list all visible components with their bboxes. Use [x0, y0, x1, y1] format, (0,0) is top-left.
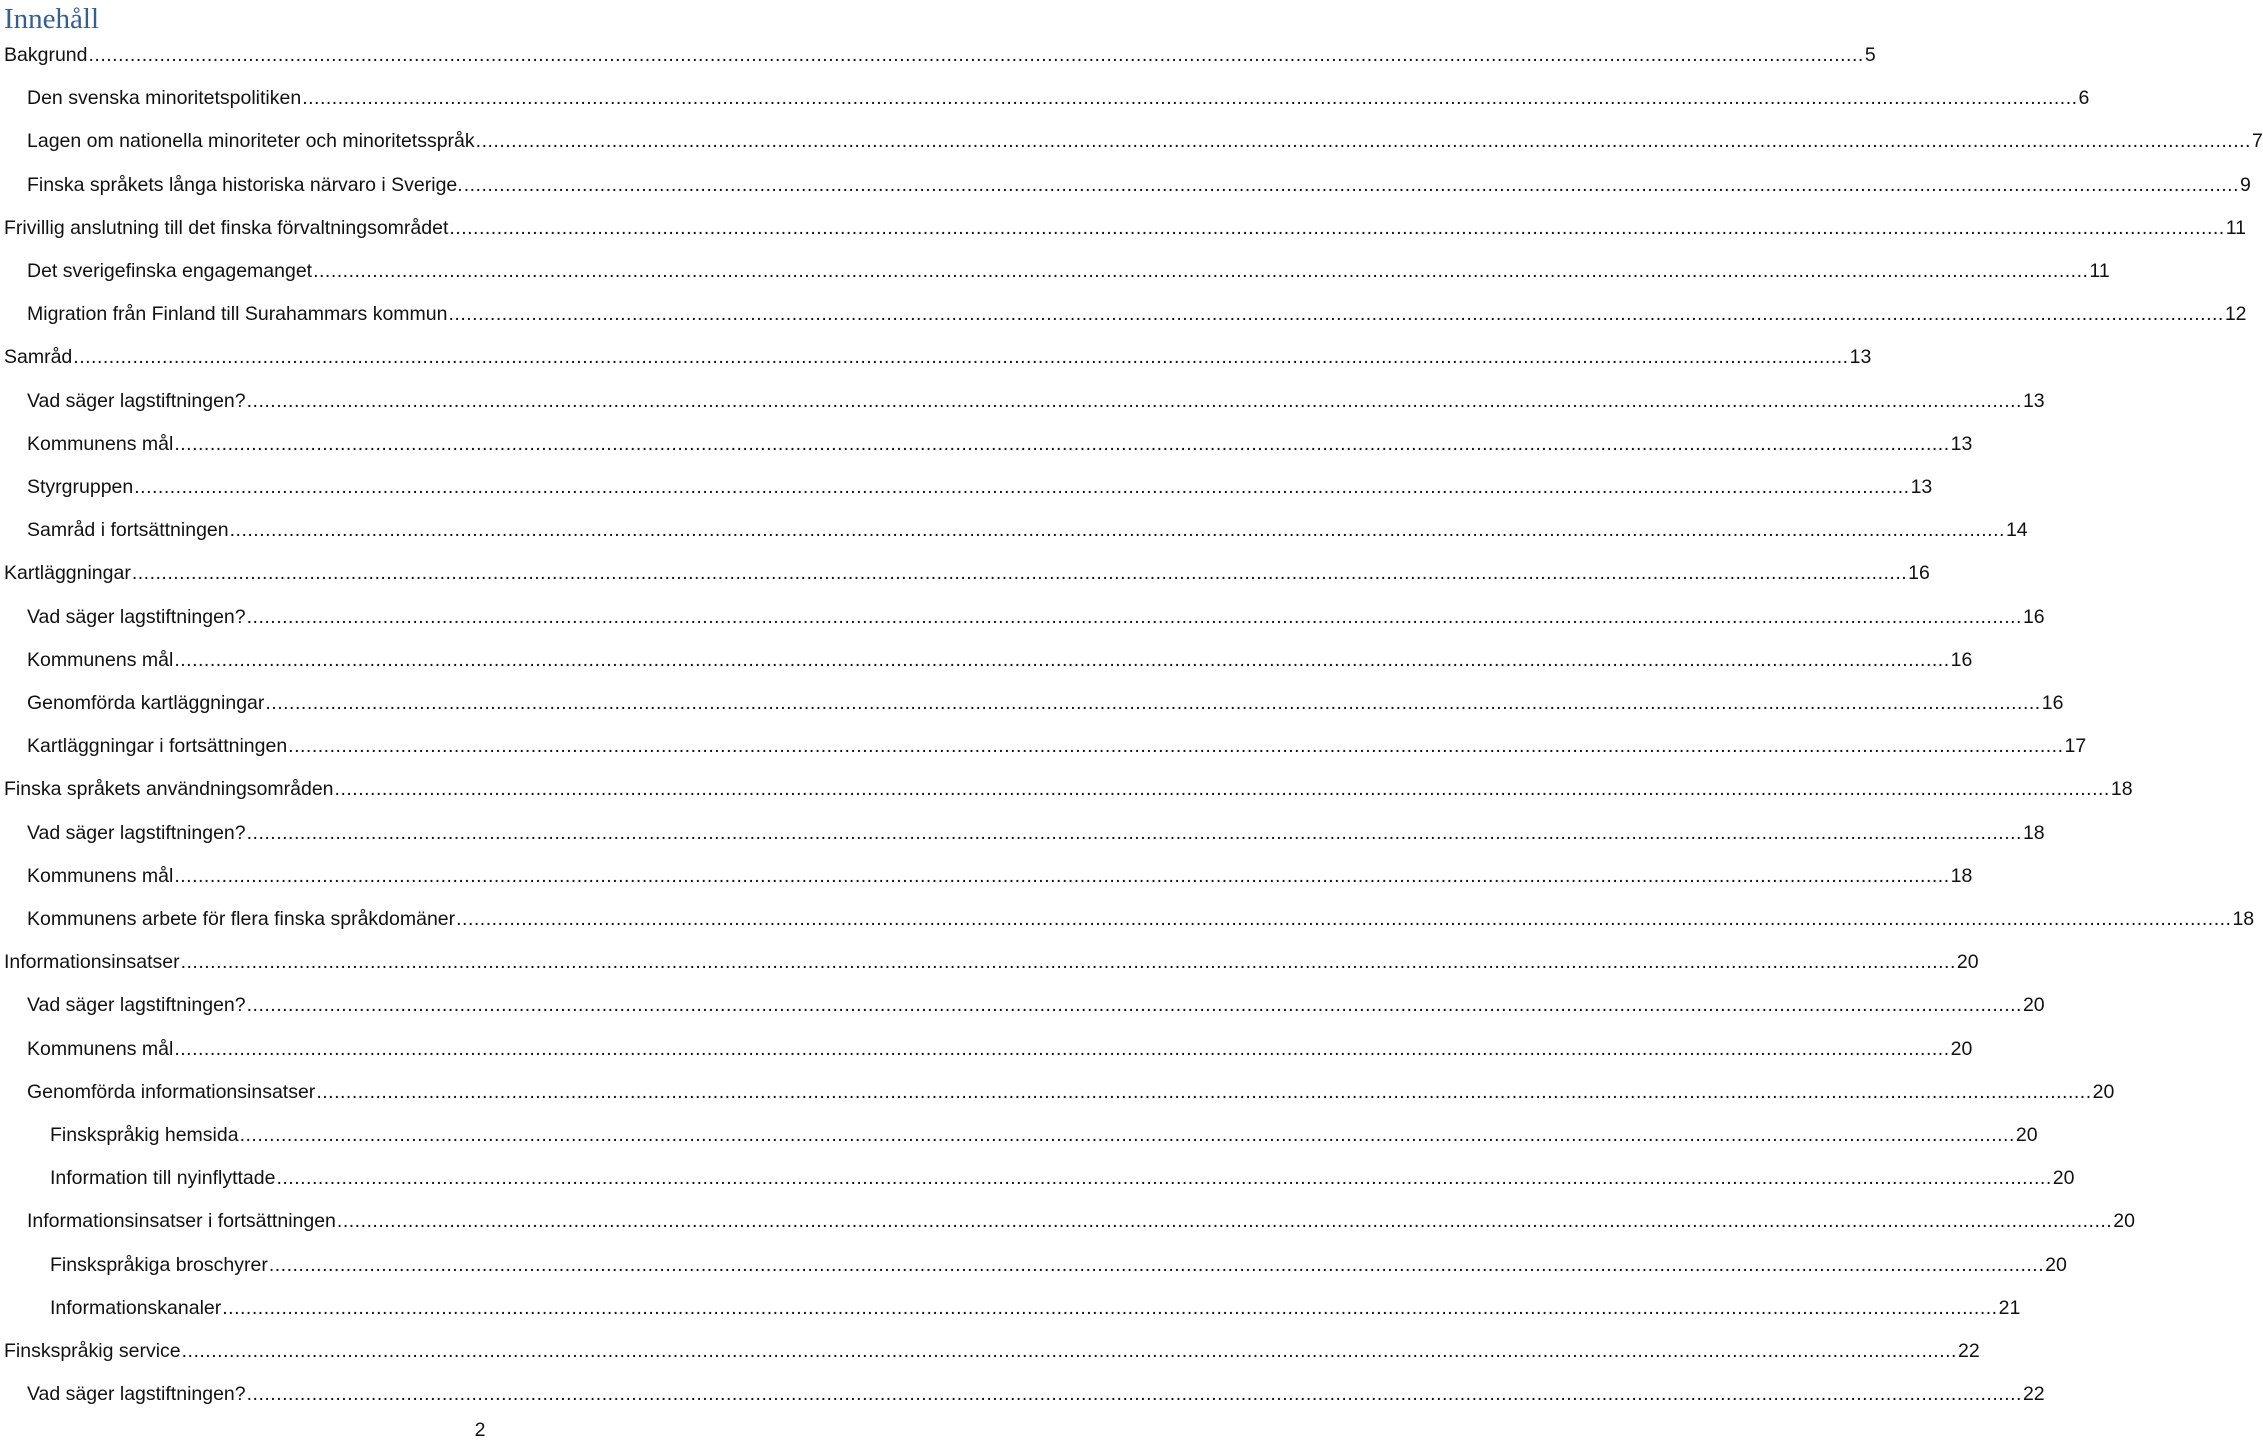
toc-dot-leader: ............................................................................................................................................................................................................................................................................................................ — [174, 432, 1950, 455]
toc-entry-title: Finskspråkig hemsida — [50, 1124, 239, 1146]
toc-entry-page: 13 — [1950, 432, 1973, 455]
toc-entry-title: Kartläggningar i fortsättningen — [27, 735, 288, 758]
toc-entry[interactable] — [4, 775, 2133, 803]
toc-entry-page: 13 — [1849, 346, 1872, 369]
toc-dot-leader: ............................................................................................................................................................................................................................................................................................................ — [229, 519, 2005, 542]
toc-dot-leader: ............................................................................................................................................................................................................................................................................................................ — [222, 1296, 1998, 1319]
toc-entry-title: Kommunens mål — [27, 648, 174, 671]
toc-entry-title: Styrgruppen — [27, 476, 134, 498]
toc-entry[interactable] — [4, 559, 1930, 587]
toc-dot-leader: ............................................................................................................................................................................................................................................................................................................ — [302, 87, 2078, 110]
toc-entry[interactable] — [27, 862, 1973, 890]
toc-entry-title: Vad säger lagstiftningen? — [27, 389, 246, 412]
toc-dot-leader: ............................................................................................................................................................................................................................................................................................................ — [246, 605, 2022, 628]
toc-entry[interactable] — [4, 343, 1872, 371]
toc-dot-leader: ............................................................................................................................................................................................................................................................................................................ — [134, 476, 1910, 498]
toc-dot-leader: ............................................................................................................................................................................................................................................................................................................ — [313, 260, 2089, 282]
toc-entry-title: Genomförda informationsinsatser — [27, 1080, 316, 1103]
toc-entry-page: 20 — [2092, 1080, 2115, 1103]
toc-entry-title: Kartläggningar — [4, 562, 131, 585]
toc-dot-leader: ............................................................................................................................................................................................................................................................................................................ — [246, 1383, 2022, 1406]
toc-entry[interactable] — [27, 516, 2028, 544]
toc-entry-page: 20 — [2015, 1124, 2038, 1146]
toc-entry[interactable] — [50, 1251, 2067, 1279]
toc-dot-leader: ............................................................................................................................................................................................................................................................................................................ — [181, 1340, 1957, 1362]
toc-entry-page: 16 — [1950, 648, 1973, 671]
toc-entry-page: 7 — [2251, 130, 2263, 153]
toc-entry[interactable] — [27, 646, 1973, 674]
toc-entry-title: Vad säger lagstiftningen? — [27, 821, 246, 844]
toc-dot-leader: ............................................................................................................................................................................................................................................................................................................ — [268, 1253, 2045, 1276]
toc-entry-title: Finskspråkig service — [4, 1340, 181, 1362]
toc-entry-page: 9 — [2240, 173, 2251, 196]
toc-entry-title: Kommunens mål — [27, 864, 174, 887]
toc-entry-page: 13 — [2022, 389, 2045, 412]
toc-entry[interactable] — [27, 991, 2045, 1019]
toc-entry[interactable] — [4, 948, 1979, 976]
toc-entry-page: 16 — [1908, 562, 1930, 585]
toc-dot-leader: ............................................................................................................................................................................................................................................................................................................ — [131, 562, 1908, 585]
toc-entry-page: 12 — [2224, 303, 2247, 326]
toc-entry-page: 20 — [2052, 1167, 2075, 1190]
toc-entry-title: Informationsinsatser — [4, 951, 180, 974]
toc-entry-title: Kommunens arbete för flera finska språkdomäner — [27, 908, 456, 930]
toc-entry-page: 18 — [2110, 778, 2133, 801]
toc-entry-title: Vad säger lagstiftningen? — [27, 1383, 246, 1406]
toc-dot-leader: ............................................................................................................................................................................................................................................................................................................ — [475, 130, 2251, 153]
toc-dot-leader: ............................................................................................................................................................................................................................................................................................................ — [239, 1124, 2015, 1146]
toc-dot-leader: ............................................................................................................................................................................................................................................................................................................ — [246, 994, 2022, 1017]
toc-entry[interactable] — [27, 1035, 1973, 1063]
toc-entry-page: 11 — [2089, 260, 2110, 282]
toc-dot-leader: ............................................................................................................................................................................................................................................................................................................ — [336, 1210, 2113, 1233]
toc-entry-title: Frivillig anslutning till det finska förvaltningsområdet — [4, 216, 449, 239]
toc-entry[interactable] — [27, 84, 2090, 112]
toc-heading: Innehåll — [4, 3, 100, 35]
toc-entry-page: 5 — [1864, 44, 1876, 66]
toc-entry-title: Vad säger lagstiftningen? — [27, 994, 246, 1017]
toc-entry[interactable] — [27, 689, 2064, 717]
toc-entry[interactable] — [50, 1294, 2021, 1322]
toc-entry-page: 20 — [2045, 1253, 2067, 1276]
toc-dot-leader: ............................................................................................................................................................................................................................................................................................................ — [448, 303, 2224, 326]
toc-dot-leader: ............................................................................................................................................................................................................................................................................................................ — [449, 216, 2225, 239]
toc-entry-page: 20 — [2022, 994, 2045, 1017]
toc-dot-leader: ............................................................................................................................................................................................................................................................................................................ — [316, 1080, 2092, 1103]
toc-entry-title: Kommunens mål — [27, 432, 174, 455]
toc-dot-leader: ............................................................................................................................................................................................................................................................................................................ — [456, 908, 2232, 930]
toc-dot-leader: ............................................................................................................................................................................................................................................................................................................ — [180, 951, 1956, 974]
toc-entry[interactable] — [27, 127, 2263, 155]
toc-dot-leader: ............................................................................................................................................................................................................................................................................................................ — [174, 864, 1950, 887]
toc-entry-title: Finskspråkiga broschyrer — [50, 1253, 268, 1276]
page-number: 2 — [474, 1419, 486, 1441]
toc-entry-page: 20 — [2113, 1210, 2135, 1233]
toc-entry-page: 20 — [1956, 951, 1979, 974]
toc-entry[interactable] — [50, 1164, 2075, 1192]
toc-entry-title: Information till nyinflyttade — [50, 1167, 276, 1190]
toc-entry-page: 17 — [2064, 735, 2087, 758]
toc-entry-title: Migration från Finland till Surahammars kommun — [27, 303, 448, 326]
toc-dot-leader: ............................................................................................................................................................................................................................................................................................................ — [174, 1037, 1950, 1060]
toc-entry[interactable] — [27, 819, 2045, 847]
toc-entry-page: 14 — [2005, 519, 2028, 542]
toc-dot-leader: ............................................................................................................................................................................................................................................................................................................ — [73, 346, 1849, 369]
toc-entry[interactable] — [27, 603, 2045, 631]
toc-dot-leader: ............................................................................................................................................................................................................................................................................................................ — [463, 173, 2240, 196]
toc-dot-leader: ............................................................................................................................................................................................................................................................................................................ — [334, 778, 2110, 801]
toc-dot-leader: ............................................................................................................................................................................................................................................................................................................ — [288, 735, 2064, 758]
toc-entry-page: 18 — [1950, 864, 1973, 887]
toc-dot-leader: ............................................................................................................................................................................................................................................................................................................ — [265, 692, 2041, 714]
toc-entry-title: Genomförda kartläggningar — [27, 692, 265, 714]
toc-entry-page: 16 — [2041, 692, 2064, 714]
toc-entry-page: 22 — [2022, 1383, 2045, 1406]
toc-entry[interactable] — [27, 1078, 2115, 1106]
toc-entry-title: Den svenska minoritetspolitiken — [27, 87, 302, 110]
toc-entry[interactable] — [27, 387, 2045, 415]
toc-entry-title: Samråd i fortsättningen — [27, 519, 229, 542]
toc-dot-leader: ............................................................................................................................................................................................................................................................................................................ — [246, 821, 2022, 844]
toc-entry-title: Vad säger lagstiftningen? — [27, 605, 246, 628]
toc-entry[interactable] — [27, 430, 1973, 458]
toc-dot-leader: ............................................................................................................................................................................................................................................................................................................ — [276, 1167, 2052, 1190]
toc-entry-title: Lagen om nationella minoriteter och minoritetsspråk — [27, 130, 475, 153]
toc-entry-page: 13 — [1910, 476, 1933, 498]
toc-entry[interactable] — [27, 905, 2255, 933]
toc-entry-title: Bakgrund — [4, 44, 88, 66]
toc-entry[interactable] — [27, 257, 2110, 285]
toc-entry-page: 20 — [1950, 1037, 1973, 1060]
toc-entry-page: 6 — [2078, 87, 2090, 110]
toc-entry-title: Informationskanaler — [50, 1296, 222, 1319]
toc-dot-leader: ............................................................................................................................................................................................................................................................................................................ — [174, 648, 1950, 671]
toc-entry[interactable] — [27, 1207, 2135, 1235]
toc-entry[interactable] — [4, 41, 1876, 69]
toc-entry[interactable] — [27, 1380, 2045, 1408]
toc-entry-title: Finska språkets långa historiska närvaro i Sverige. — [27, 173, 463, 196]
toc-entry[interactable] — [50, 1121, 2038, 1149]
toc-entry[interactable] — [27, 732, 2087, 760]
toc-entry-title: Informationsinsatser i fortsättningen — [27, 1210, 336, 1233]
toc-dot-leader: ............................................................................................................................................................................................................................................................................................................ — [246, 389, 2022, 412]
toc-entry[interactable] — [4, 214, 2246, 242]
toc-entry-title: Finska språkets användningsområden — [4, 778, 334, 801]
toc-entry-page: 18 — [2232, 908, 2255, 930]
toc-entry-page: 11 — [2225, 216, 2246, 239]
toc-entry[interactable] — [27, 473, 1933, 501]
toc-entry-page: 16 — [2022, 605, 2045, 628]
toc-entry[interactable] — [4, 1337, 1980, 1365]
toc-entry-page: 18 — [2022, 821, 2045, 844]
toc-entry-title: Det sverigefinska engagemanget — [27, 260, 313, 282]
toc-entry-page: 21 — [1998, 1296, 2021, 1319]
toc-entry-title: Kommunens mål — [27, 1037, 174, 1060]
toc-dot-leader: ............................................................................................................................................................................................................................................................................................................ — [88, 44, 1864, 66]
toc-entry-page: 22 — [1957, 1340, 1980, 1362]
toc-entry[interactable] — [27, 171, 2251, 199]
toc-entry[interactable] — [27, 300, 2247, 328]
toc-entry-title: Samråd — [4, 346, 73, 369]
